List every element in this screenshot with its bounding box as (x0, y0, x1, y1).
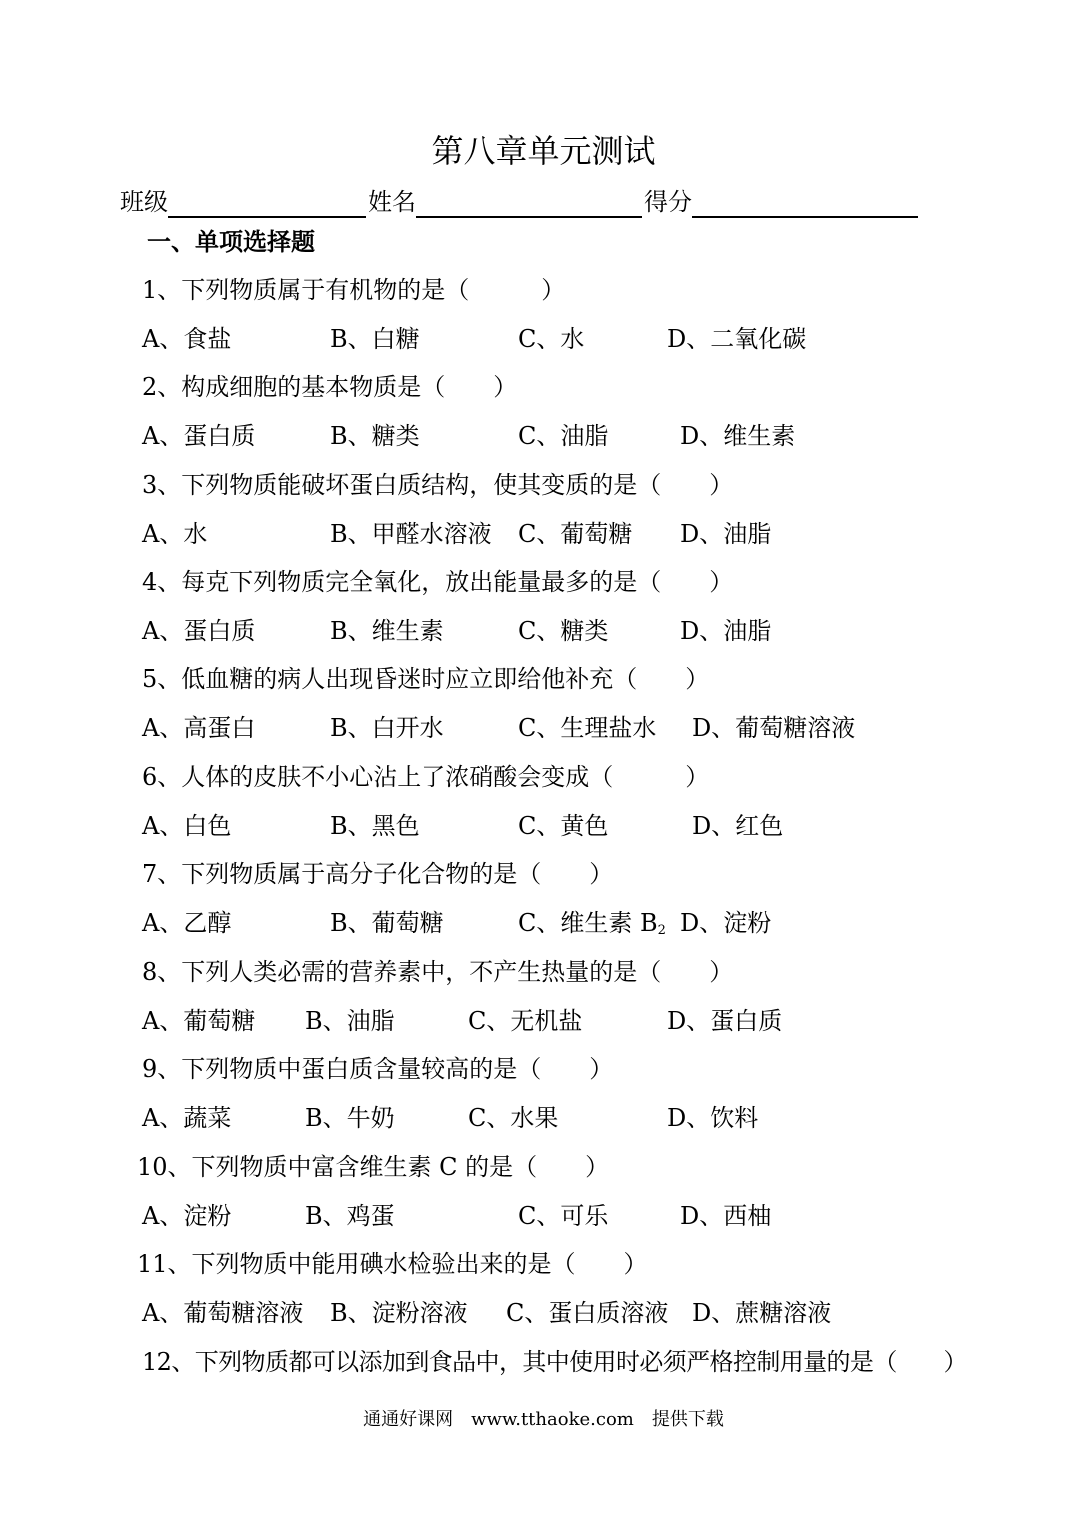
option-d: D、蔗糖溶液 (692, 1299, 832, 1327)
option-d: D、维生素 (680, 422, 796, 450)
option-a: A、葡萄糖溶液 (142, 1299, 304, 1327)
option-row (0, 1101, 1087, 1135)
option-row (0, 809, 1087, 843)
option-a: A、蛋白质 (142, 617, 256, 645)
option-a: A、乙醇 (142, 909, 232, 937)
question (0, 857, 1087, 891)
option-d: D、油脂 (680, 520, 772, 548)
option-c: C、可乐 (518, 1202, 609, 1230)
question-text: 12、下列物质都可以添加到食品中，其中使用时必须严格控制用量的是（ ） (142, 1348, 967, 1376)
question (0, 565, 1087, 599)
option-b: B、维生素 (330, 617, 444, 645)
subscript-2: 2 (657, 923, 666, 938)
option-b: B、牛奶 (305, 1104, 395, 1132)
option-row (0, 1199, 1087, 1233)
option-c: C、蛋白质溶液 (506, 1299, 669, 1327)
option-d: D、二氧化碳 (667, 325, 807, 353)
question-text: 5、低血糖的病人出现昏迷时应立即给他补充（ ） (142, 665, 710, 693)
question-text: 11、下列物质中能用碘水检验出来的是（ ） (137, 1250, 648, 1278)
name-label: 姓名 (368, 188, 416, 216)
score-blank (692, 188, 918, 218)
option-d: D、红色 (692, 812, 784, 840)
option-c: C、糖类 (518, 617, 609, 645)
question (0, 1052, 1087, 1086)
option-a: A、水 (142, 520, 208, 548)
question-text: 1、下列物质属于有机物的是（ ） (142, 276, 566, 304)
option-a: A、淀粉 (142, 1202, 232, 1230)
option-row (0, 1296, 1087, 1330)
option-b: B、油脂 (305, 1007, 395, 1035)
option-d: D、淀粉 (680, 909, 772, 937)
question-text: 7、下列物质属于高分子化合物的是（ ） (142, 860, 614, 888)
option-d: D、油脂 (680, 617, 772, 645)
option-row (0, 419, 1087, 453)
option-d: D、葡萄糖溶液 (692, 714, 856, 742)
question-text: 8、下列人类必需的营养素中，不产生热量的是（ ） (142, 958, 734, 986)
class-label: 班级 (120, 188, 168, 216)
option-c: C、油脂 (518, 422, 609, 450)
question (0, 468, 1087, 502)
option-d: D、饮料 (667, 1104, 759, 1132)
option-c: C、水 (518, 325, 585, 353)
option-b: B、白糖 (330, 325, 420, 353)
option-c (518, 906, 666, 948)
option-c: C、葡萄糖 (518, 520, 633, 548)
option-c: C、无机盐 (468, 1007, 583, 1035)
option-row (0, 614, 1087, 648)
option-row (0, 711, 1087, 745)
option-b: B、白开水 (330, 714, 444, 742)
option-b: B、葡萄糖 (330, 909, 444, 937)
option-row (0, 322, 1087, 356)
question (0, 1150, 1087, 1184)
option-row (0, 906, 1087, 940)
page-footer: 通通好课网 www.tthaoke.com 提供下载 (363, 1409, 724, 1430)
option-b: B、鸡蛋 (305, 1202, 395, 1230)
score-label: 得分 (644, 188, 692, 216)
question-text: 3、下列物质能破坏蛋白质结构，使其变质的是（ ） (142, 471, 734, 499)
option-c: C、黄色 (518, 812, 609, 840)
question-text: 4、每克下列物质完全氧化，放出能量最多的是（ ） (142, 568, 734, 596)
option-b: B、甲醛水溶液 (330, 520, 492, 548)
question (0, 662, 1087, 696)
page-title: 第八章单元测试 (431, 132, 656, 170)
option-row (0, 1004, 1087, 1038)
student-info-row (120, 184, 920, 218)
option-a: A、食盐 (142, 325, 232, 353)
option-row (0, 517, 1087, 551)
question-text: 9、下列物质中蛋白质含量较高的是（ ） (142, 1055, 614, 1083)
question (0, 273, 1087, 307)
option-a: A、葡萄糖 (142, 1007, 256, 1035)
section-heading: 一、单项选择题 (147, 228, 315, 256)
question (0, 1247, 1087, 1281)
option-b: B、淀粉溶液 (330, 1299, 468, 1327)
option-a: A、蛋白质 (142, 422, 256, 450)
option-a: A、白色 (142, 812, 232, 840)
option-d: D、西柚 (680, 1202, 772, 1230)
option-c-text: C、维生素 B (518, 909, 658, 937)
option-a: A、蔬菜 (142, 1104, 232, 1132)
question (0, 1345, 1087, 1379)
option-a: A、高蛋白 (142, 714, 256, 742)
option-c: C、水果 (468, 1104, 559, 1132)
option-b: B、糖类 (330, 422, 420, 450)
option-c: C、生理盐水 (518, 714, 657, 742)
question-text: 10、下列物质中富含维生素 C 的是（ ） (137, 1153, 610, 1181)
question-text: 6、人体的皮肤不小心沾上了浓硝酸会变成（ ） (142, 763, 710, 791)
question (0, 760, 1087, 794)
name-blank (416, 188, 642, 218)
question (0, 370, 1087, 404)
class-blank (168, 188, 366, 218)
option-b: B、黑色 (330, 812, 420, 840)
option-d: D、蛋白质 (667, 1007, 783, 1035)
question-text: 2、构成细胞的基本物质是（ ） (142, 373, 518, 401)
question (0, 955, 1087, 989)
